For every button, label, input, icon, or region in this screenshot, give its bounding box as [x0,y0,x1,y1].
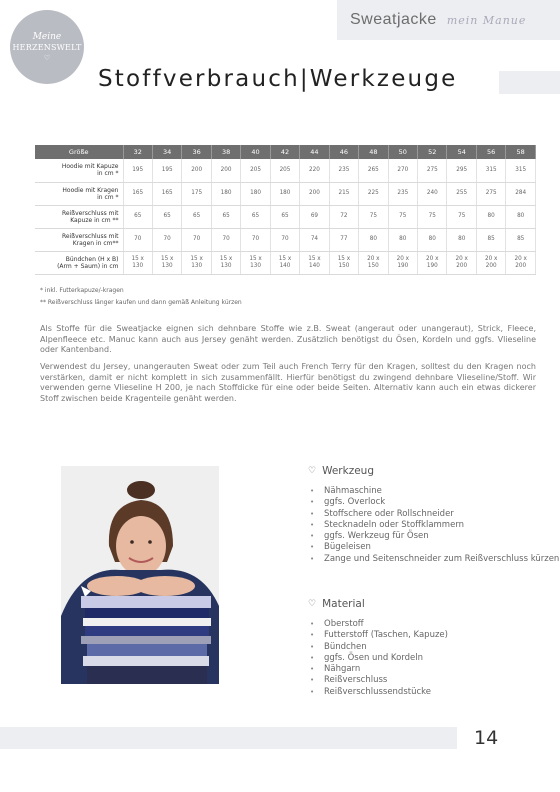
cell-line: 20 x [367,255,380,262]
size-header: 46 [329,145,358,159]
table-row [35,205,536,228]
header-subtitle: mein Manue [446,13,527,27]
table-cell: 70 [270,228,299,251]
table-cell: 80 [359,228,388,251]
size-header: 48 [359,145,388,159]
size-header: 40 [241,145,270,159]
cell-line: 15 x [249,255,262,262]
table-cell: 275 [418,159,447,182]
table-cell: 72 [329,205,358,228]
table-cell: 165 [152,182,181,205]
fabric-consumption-table [35,145,536,275]
table-cell [476,251,505,274]
cell-line: 200 [456,262,468,269]
row-label-line: Hoodie mit Kragen [62,186,119,194]
logo-line2: HERZENSWELT [12,43,82,52]
table-cell: 275 [476,182,505,205]
cell-line: 15 x [131,255,144,262]
list-item: • Reißverschluss [310,675,448,686]
cell-line: 15 x [278,255,292,262]
table-cell: 220 [300,159,329,182]
brand-logo [10,10,84,84]
list-item: • ggfs. Werkzeug für Ösen [310,531,559,542]
table-cell: 80 [476,205,505,228]
table-cell: 315 [506,159,536,182]
table-cell: 175 [182,182,211,205]
table-cell: 70 [241,228,270,251]
row-label-line: Reißverschluss mit [62,209,119,217]
row-label-line: (Arm + Saum) in cm [57,262,119,270]
size-header: 56 [476,145,505,159]
model-photo [61,466,219,684]
title-accent-bar [499,71,560,94]
table-cell: 65 [182,205,211,228]
table-cell [270,251,299,274]
table-cell: 270 [388,159,417,182]
table-note: * inkl. Futterkapuze/-kragen [40,287,124,294]
werkzeug-heading [308,465,374,477]
row-label [35,205,123,228]
table-cell: 225 [359,182,388,205]
table-cell [506,251,536,274]
table-cell: 74 [300,228,329,251]
table-cell: 195 [152,159,181,182]
size-header: 38 [211,145,240,159]
cell-line: 130 [161,262,173,269]
size-header: 44 [300,145,329,159]
cell-line: 20 x [514,255,527,262]
cell-line: 190 [426,262,438,269]
row-label [35,251,123,274]
cell-line: 20 x [455,255,468,262]
table-cell: 80 [388,228,417,251]
table-cell: 205 [241,159,270,182]
table-cell: 195 [123,159,152,182]
table-cell [182,251,211,274]
table-cell [418,251,447,274]
list-item: • Reißverschlussendstücke [310,687,448,698]
cell-line: 190 [397,262,409,269]
table-cell [447,251,476,274]
table-cell [329,251,358,274]
table-cell: 295 [447,159,476,182]
table-row [35,251,536,274]
header-band [337,0,560,40]
cell-line: 15 x [190,255,203,262]
heart-icon: ♡ [308,466,317,476]
size-header: 52 [418,145,447,159]
paragraph: Verwendest du Jersey, unangerauten Sweat oder zum Teil auch French Terry für den Kragen, solltest du den Kragen noch verstärken, damit er nicht komplett in sich zusammenfällt. Hierfür benötigst du zwingend dehnbare Vlieseline/Stoff. Wir verwenden gerne Vlieseline H 200, je nach Stoffdicke für eine oder beide Seiten. Alternativ kann auch ein etwas dickerer Stoff zwischen beide Kragenteile genäht werden. [40,362,536,403]
table-cell: 77 [329,228,358,251]
table-cell: 80 [418,228,447,251]
page-number: 14 [474,727,499,749]
material-heading-label: Material [322,598,365,610]
cell-line: 20 x [396,255,410,262]
footer-band [0,727,457,749]
list-item: • Nähmaschine [310,486,559,497]
table-cell: 180 [270,182,299,205]
table-cell: 80 [447,228,476,251]
cell-line: 130 [250,262,261,269]
cell-line: 15 x [337,255,351,262]
cell-line: 200 [485,262,497,269]
table-cell: 65 [211,205,240,228]
page-title: Stoffverbrauch|Werkzeuge [98,66,458,92]
table-cell: 85 [476,228,505,251]
list-item: • Stecknadeln oder Stoffklammern [310,520,559,531]
cell-line: 15 x [160,255,174,262]
list-item: • Bündchen [310,642,448,653]
list-item: • Bügeleisen [310,542,559,553]
table-cell: 315 [476,159,505,182]
size-header: 50 [388,145,417,159]
cell-line: 130 [220,262,232,269]
list-item: • Stoffschere oder Rollschneider [310,509,559,520]
row-label-line: Kragen in cm** [72,239,119,247]
material-list [310,619,448,698]
table-cell: 205 [270,159,299,182]
table-cell: 75 [418,205,447,228]
size-header: 54 [447,145,476,159]
table-cell: 70 [123,228,152,251]
table-note: ** Reißverschluss länger kaufen und dann gemäß Anleitung kürzen [40,299,242,306]
table-cell [123,251,152,274]
table-cell: 65 [152,205,181,228]
table-cell [300,251,329,274]
table-cell: 235 [329,159,358,182]
row-label-line: Kapuze in cm ** [70,216,119,224]
table-header-row [35,145,536,159]
paragraph: Als Stoffe für die Sweatjacke eignen sich dehnbare Stoffe wie z.B. Sweat (angeraut oder unangeraut), Strick, Fleece, Alpenfleece etc. Manuc kann auch aus Jersey genäht werden. Zusätzlich benötigst du Ösen, Kordeln und ggfs. Vlieseline oder Kantenband. [40,324,536,354]
cell-line: 15 x [219,255,233,262]
cell-line: 200 [515,262,527,269]
table-cell: 200 [300,182,329,205]
table-cell: 215 [329,182,358,205]
table-cell: 65 [241,205,270,228]
table-row [35,182,536,205]
cell-line: 130 [191,262,203,269]
werkzeug-heading-label: Werkzeug [322,465,374,477]
table-cell: 255 [447,182,476,205]
logo-line1: Meine [32,32,62,42]
size-header: 36 [182,145,211,159]
row-label [35,182,123,205]
table-cell: 240 [418,182,447,205]
table-cell: 80 [506,205,536,228]
row-label [35,228,123,251]
table-cell: 165 [123,182,152,205]
table-cell: 200 [182,159,211,182]
cell-line: 150 [367,262,379,269]
table-cell [211,251,240,274]
cell-line: 130 [132,262,144,269]
table-cell: 235 [388,182,417,205]
table-cell: 85 [506,228,536,251]
table-cell: 65 [123,205,152,228]
cell-line: 140 [309,262,320,269]
table-cell [359,251,388,274]
size-header: 58 [506,145,536,159]
row-label-line: in cm * [97,170,119,178]
table-cell [152,251,181,274]
row-label-line: Hoodie mit Kapuze [61,163,119,171]
size-header: 42 [270,145,299,159]
table-cell: 69 [300,205,329,228]
row-label-line: Bündchen (H x B) [65,255,119,263]
cell-line: 15 x [308,255,321,262]
table-cell: 180 [241,182,270,205]
list-item: • ggfs. Ösen und Kordeln [310,653,448,664]
table-cell: 75 [388,205,417,228]
list-item: • Oberstoff [310,619,448,630]
cell-line: 150 [338,262,350,269]
cell-line: 20 x [484,255,498,262]
table-cell [241,251,270,274]
header-title: Sweatjacke [350,11,437,28]
cell-line: 140 [279,262,291,269]
table-cell: 200 [211,159,240,182]
table-cell: 70 [182,228,211,251]
row-label-line: Reißverschluss mit [62,232,119,240]
table-cell: 265 [359,159,388,182]
table-cell [388,251,417,274]
table-cell: 75 [359,205,388,228]
material-heading [308,598,365,610]
table-cell: 70 [152,228,181,251]
size-header: 32 [123,145,152,159]
heart-icon: ♡ [308,599,317,609]
size-header-label: Größe [35,145,123,159]
logo-heart-icon: ♡ [43,54,51,62]
table-cell: 65 [270,205,299,228]
table-cell: 75 [447,205,476,228]
werkzeug-list [310,486,559,565]
size-header: 34 [152,145,181,159]
table-cell: 180 [211,182,240,205]
table-row [35,159,536,182]
list-item: • Zange und Seitenschneider zum Reißverschluss kürzen [310,554,559,565]
row-label-line: in cm * [97,193,119,201]
cell-line: 20 x [426,255,439,262]
table-cell: 284 [506,182,536,205]
list-item: • ggfs. Overlock [310,497,559,508]
list-item: • Nähgarn [310,664,448,675]
row-label [35,159,123,182]
table-row [35,228,536,251]
list-item: • Futterstoff (Taschen, Kapuze) [310,630,448,641]
table-cell: 70 [211,228,240,251]
